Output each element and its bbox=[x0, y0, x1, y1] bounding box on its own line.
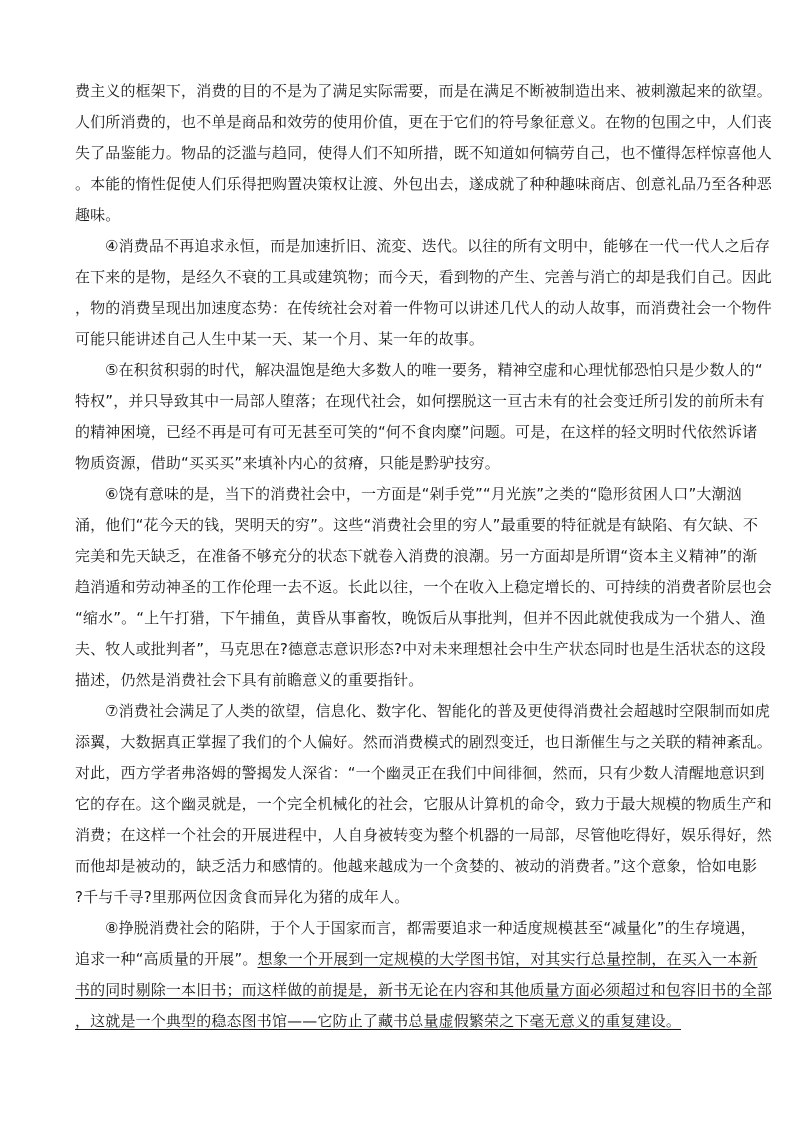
text-line: ，物的消费呈现出加速度态势：在传统社会对着一件物可以讲述几代人的动人故事，而消费社会一个物件 bbox=[75, 299, 772, 317]
text-line: 失了品鉴能力。物品的泛滥与趋同，使得人们不知所措，既不知道如何犒劳自己，也不懂得怎样惊喜他人 bbox=[75, 144, 772, 162]
text-line: 完美和先天缺乏，在准备不够充分的状态下就卷入消费的浪潮。另一方面却是所谓“资本主义精神”的渐 bbox=[75, 547, 758, 565]
underlined-passage: 书的同时剔除一本旧书；而这样做的前提是，新书无论在内容和其他质量方面必须超过和包容旧书的全部 bbox=[75, 981, 772, 999]
text-line: 它的存在。这个幽灵就是，一个完全机械化的社会，它服从计算机的命令，致力于最大规模的物质生产和 bbox=[75, 795, 772, 813]
paragraph-5-start: ⑤在积贫积弱的时代，解决温饱是绝大多数人的唯一要务，精神空虚和心理忧郁恐怕只是少数人的“ bbox=[105, 361, 763, 379]
text-line: 的精神困境，已经不再是可有可无甚至可笑的“何不食肉糜”问题。可是，在这样的轻文明时代依然诉诸 bbox=[75, 423, 758, 441]
text-line bbox=[75, 944, 758, 975]
text-line: 描述，仍然是消费社会下具有前瞻意义的重要指针。 bbox=[75, 671, 424, 689]
text-line: 在下来的是物，是经久不衰的工具或建筑物；而今天，看到物的产生、完善与消亡的却是我们自己。因此 bbox=[75, 268, 772, 286]
document-page bbox=[75, 76, 772, 1037]
text-line: 而他却是被动的，缺乏活力和感情的。他越来越成为一个贪婪的、被动的消费者。”这个意象，恰如电影 bbox=[75, 857, 758, 875]
text-line: 夫、牧人或批判者”，马克思在?德意志意识形态?中对未来理想社会中生产状态同时也是生活状态的这段 bbox=[75, 640, 766, 658]
underlined-passage: 想象一个开展到一定规模的大学图书馆，对其实行总量控制，在买入一本新 bbox=[257, 950, 758, 968]
text-line: 消费；在这样一个社会的开展进程中，人自身被转变为整个机器的一局部，尽管他吃得好，娱乐得好，然 bbox=[75, 826, 772, 844]
text-line: “缩水”。“上午打猎，下午捕鱼，黄昏从事畜牧，晚饭后从事批判，但并不因此就使我成为一个猎人、渔 bbox=[75, 609, 766, 627]
text-line: 费主义的框架下，消费的目的不是为了满足实际需要，而是在满足不断被制造出来、被刺激起来的欲望。 bbox=[75, 82, 772, 100]
text-line: 涌，他们“花今天的钱，哭明天的穷”。这些“消费社会里的穷人”最重要的特征就是有缺陷、有欠缺、不 bbox=[75, 516, 759, 534]
text-line: 对此，西方学者弗洛姆的警揭发人深省：“一个幽灵正在我们中间徘徊，然而，只有少数人清醒地意识到 bbox=[75, 764, 765, 782]
text-line: 物质资源，借助“买买买”来填补内心的贫瘠，只能是黔驴技穷。 bbox=[75, 454, 500, 472]
text-segment: 追求一种“高质量的开展”。 bbox=[75, 950, 258, 968]
paragraph-8-start: ⑧挣脱消费社会的陷阱，于个人于国家而言，都需要追求一种适度规模甚至“减量化”的生存境遇， bbox=[105, 919, 756, 937]
text-line: 添翼，大数据真正掌握了我们的个人偏好。然而消费模式的剧烈变迁，也日渐催生与之关联的精神紊乱。 bbox=[75, 733, 772, 751]
text-line: 趣味。 bbox=[75, 206, 121, 224]
text-line: 趋消遁和劳动神圣的工作伦理一去不返。长此以往，一个在收入上稳定增长的、可持续的消费者阶层也会 bbox=[75, 578, 772, 596]
text-line: 。本能的惰性促使人们乐得把购置决策权让渡、外包出去，遂成就了种种趣味商店、创意礼品乃至各种恶 bbox=[75, 175, 772, 193]
underlined-passage: ，这就是一个典型的稳态图书馆——它防止了藏书总量虚假繁荣之下毫无意义的重复建设。 bbox=[75, 1012, 682, 1030]
text-line: 特权”，并只导致其中一局部人堕落；在现代社会，如何摆脱这一亘古未有的社会变迁所引发的前所未有 bbox=[75, 392, 765, 410]
paragraph-7-start: ⑦消费社会满足了人类的欲望，信息化、数字化、智能化的普及更使得消费社会超越时空限制而如虎 bbox=[105, 702, 771, 720]
paragraph-4-start: ④消费品不再追求永恒，而是加速折旧、流変、迭代。以往的所有文明中，能够在一代一代人之后存 bbox=[105, 237, 771, 255]
paragraph-6-start: ⑥饶有意味的是，当下的消费社会中，一方面是“剁手党”“月光族”之类的“隐形贫困人口”大潮汹 bbox=[105, 485, 742, 503]
text-line: ?千与千寻?里那两位因贪食而异化为猪的成年人。 bbox=[75, 888, 410, 906]
text-line: 人们所消费的，也不单是商品和效劳的使用价值，更在于它们的符号象征意义。在物的包围之中，人们丧 bbox=[75, 113, 772, 131]
text-line: 可能只能讲述自己人生中某一天、某一个月、某一年的故事。 bbox=[75, 330, 485, 348]
